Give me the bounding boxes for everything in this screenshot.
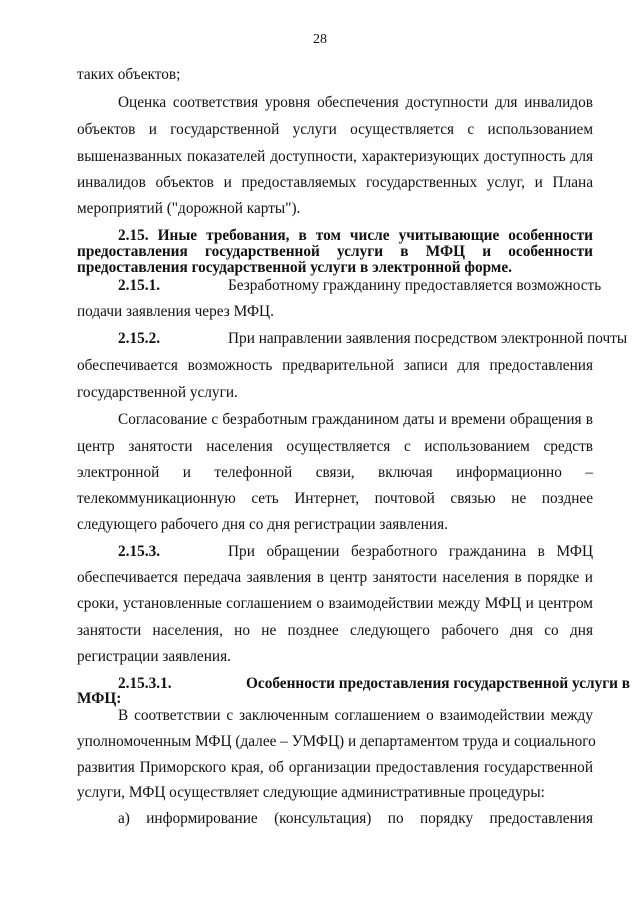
text-line: центр занятости населения осуществляется с использованием средств <box>77 438 593 455</box>
text-line: подачи заявления через МФЦ. <box>77 303 274 320</box>
text-line: обеспечивается передача заявления в центр занятости населения в порядке и <box>77 569 593 586</box>
text-line: мероприятий ("дорожной карты"). <box>77 200 301 217</box>
text-line: следующего рабочего дня со дня регистрации заявления. <box>77 516 448 533</box>
clause-line <box>118 543 593 561</box>
clause-line <box>118 277 602 295</box>
section-heading: предоставления государственной услуги в МФЦ и особенности <box>77 243 593 260</box>
section-heading: 2.15. Иные требования, в том числе учитывающие особенности <box>118 227 593 244</box>
page-number: 28 <box>313 32 327 47</box>
text-line: инвалидов объектов и предоставляемых государственных услуг, и Плана <box>77 174 593 191</box>
text-line: вышеназванных показателей доступности, характеризующих доступность для <box>77 148 593 165</box>
text-line: сроки, установленные соглашением о взаимодействии между МФЦ и центром <box>77 595 593 612</box>
clause-number: 2.15.1. <box>118 277 161 294</box>
text-line: государственной услуги. <box>77 384 238 401</box>
text-line: Оценка соответствия уровня обеспечения доступности для инвалидов <box>118 94 593 111</box>
clause-text: Безработному гражданину предоставляется возможность <box>228 277 602 294</box>
clause-line <box>118 330 628 348</box>
clause-text: При направлении заявления посредством электронной почты <box>228 330 628 347</box>
text-line: Согласование с безработным гражданином даты и времени обращения в <box>118 411 593 428</box>
text-line: обеспечивается возможность предварительной записи для предоставления <box>77 357 593 374</box>
clause-heading: Особенности предоставления государственной услуги в <box>246 675 631 692</box>
clause-number: 2.15.3.1. <box>118 675 172 692</box>
text-line: В соответствии с заключенным соглашением о взаимодействии между <box>118 707 593 724</box>
clause-number: 2.15.3. <box>118 543 161 560</box>
section-heading: предоставления государственной услуги в электронной форме. <box>77 259 512 276</box>
text-line: уполномоченным МФЦ (далее – УМФЦ) и департаментом труда и социального <box>77 733 596 750</box>
text-line: объектов и государственной услуги осуществляется с использованием <box>77 121 593 138</box>
text-line: развития Приморского края, об организации предоставления государственной <box>77 759 593 776</box>
clause-text: При обращении безработного гражданина в МФЦ <box>228 543 593 560</box>
text-line: а) информирование (консультация) по порядку предоставления <box>118 810 593 827</box>
text-line: услуги, МФЦ осуществляет следующие административные процедуры: <box>77 784 545 801</box>
clause-number: 2.15.2. <box>118 330 161 347</box>
clause-heading: МФЦ: <box>77 690 122 707</box>
text-line: телекоммуникационную сеть Интернет, почтовой связью не позднее <box>77 490 593 507</box>
text-line: таких объектов; <box>77 66 181 83</box>
text-line: регистрации заявления. <box>77 648 231 665</box>
text-line: электронной и телефонной связи, включая информационно – <box>77 464 593 481</box>
text-line: занятости населения, но не позднее следующего рабочего дня со дня <box>77 622 593 639</box>
